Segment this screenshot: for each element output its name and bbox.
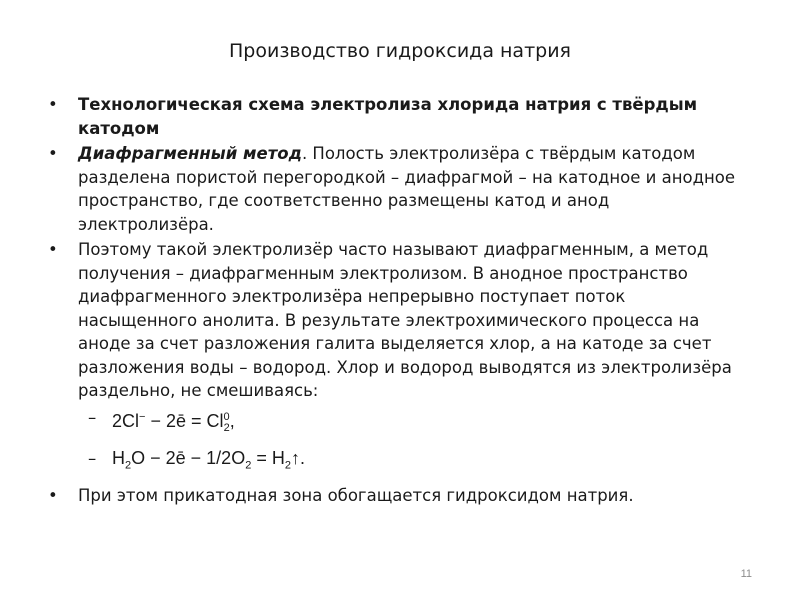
- dash-icon: –: [88, 448, 97, 468]
- bullet-text: Технологическая схема электролиза хлорида натрия с твёрдым катодом: [78, 95, 698, 138]
- slide-title: Производство гидроксида натрия: [229, 40, 571, 62]
- bullet-icon: •: [48, 95, 58, 114]
- bullet-item: [44, 142, 744, 236]
- bullet-icon: •: [48, 485, 58, 505]
- equation-item: [44, 406, 744, 441]
- slide-content: [44, 93, 744, 509]
- bullet-text: Поэтому такой электролизёр часто называют диафрагменным, а метод получения – диафрагменным электролизом. В анодное пространство диафрагменного электролизёра непрерывно поступает поток насыщенного анолита. В результате электрохимического процесса на аноде за счет разложения галита выделяется хлор, а на катоде за счет разложения воды – водород. Хлор и водород выводятся из электролизёра раздельно, не смешиваясь:: [78, 240, 732, 400]
- bullet-icon: •: [48, 144, 58, 163]
- equation-item: [44, 447, 744, 478]
- bullet-icon: •: [48, 240, 58, 259]
- emphasized-term: Диафрагменный метод: [78, 144, 302, 163]
- anode-equation: 2Cl− − 2ē = $Cl^0_2$,: [112, 410, 235, 435]
- bullet-text: . Полость электролизёра с твёрдым катодом разделена пористой перегородкой – диафрагмой – на катодное и анодное пространство, где соответственно размещены катод и анод электролизёра.: [78, 144, 736, 234]
- page-number: 11: [740, 568, 752, 580]
- bullet-item: [44, 238, 744, 403]
- cathode-equation: $H_2O$ − 2ē − $1/2O_2$ = $H_2↑$.: [112, 447, 305, 472]
- bullet-item: [44, 93, 744, 140]
- dash-icon: –: [88, 407, 97, 427]
- bullet-item: [44, 484, 744, 508]
- bullet-text: При этом прикатодная зона обогащается гидроксидом натрия.: [78, 485, 634, 505]
